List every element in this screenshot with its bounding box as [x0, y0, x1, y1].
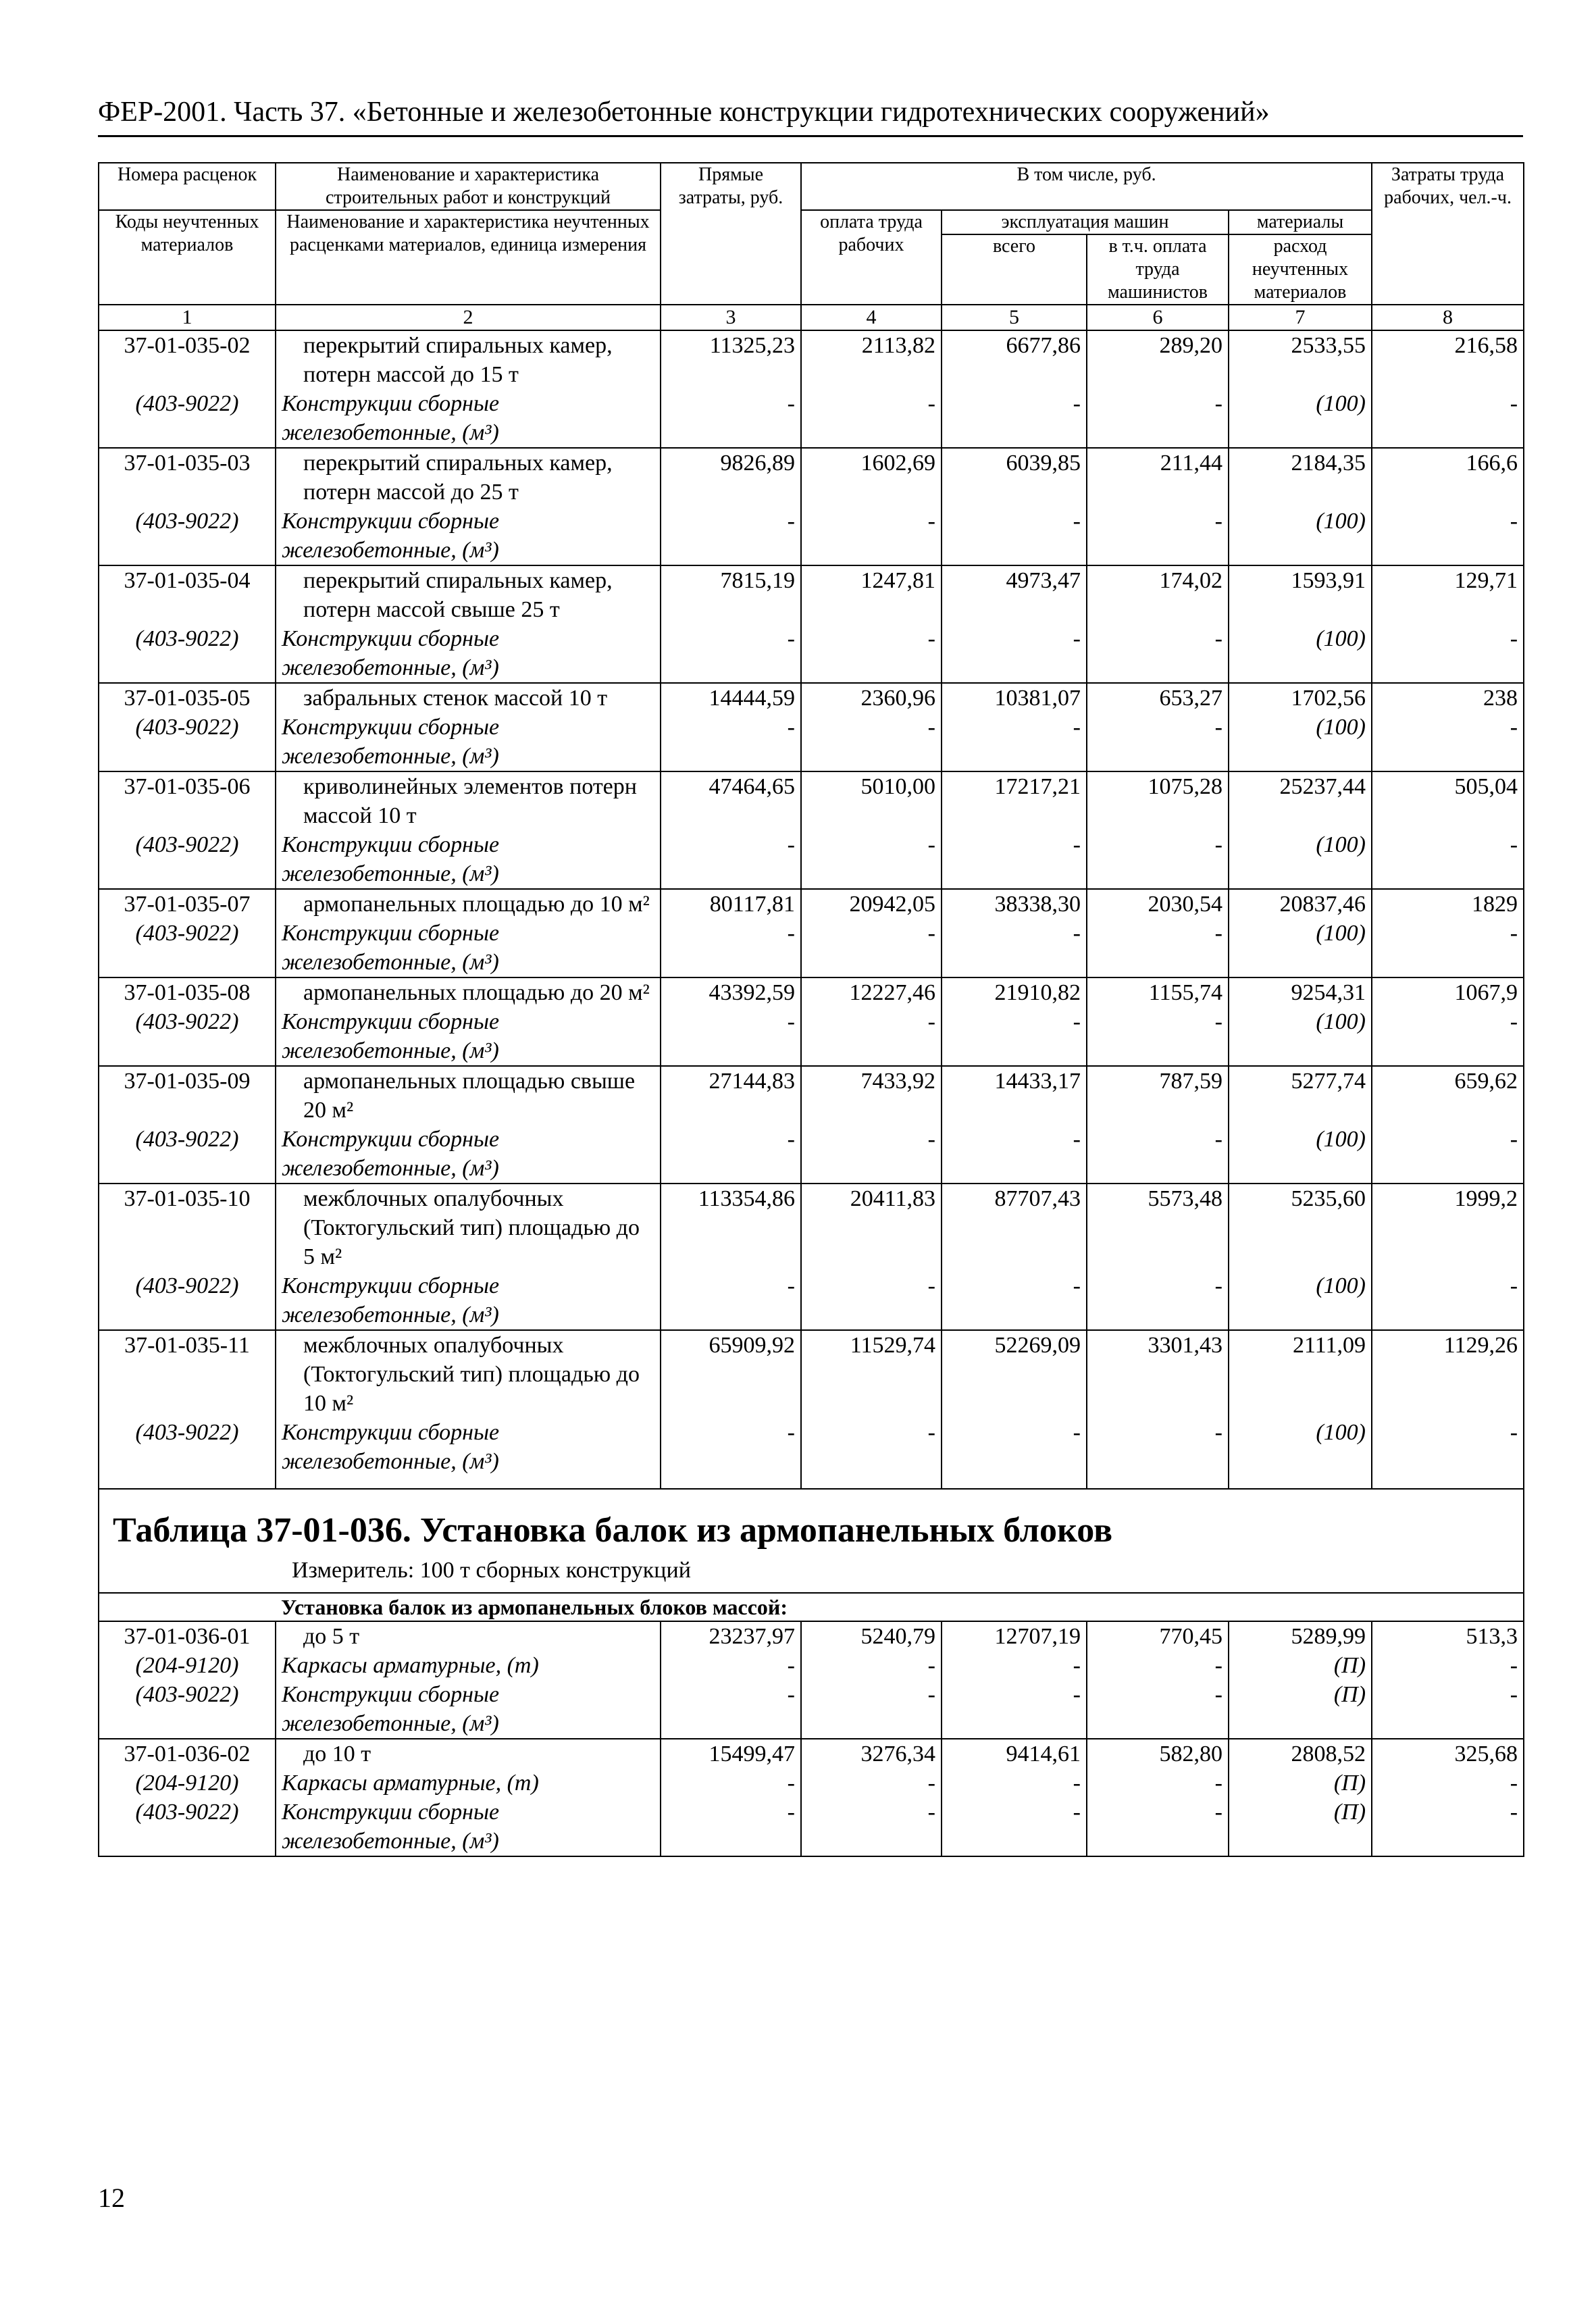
- material-name: Конструкции сборные железобетонные, (м³): [276, 1418, 661, 1476]
- rate-name: армопанельных площадью до 20 м²: [276, 977, 661, 1007]
- rate-value: 1247,81: [801, 565, 942, 624]
- rate-name: до 10 т: [276, 1739, 661, 1769]
- material-name: Конструкции сборные железобетонные, (м³): [276, 1271, 661, 1330]
- table-row: [99, 977, 1524, 1007]
- material-dash: -: [1087, 1271, 1229, 1330]
- rate-value: 1075,28: [1087, 771, 1229, 830]
- material-dash: -: [1372, 713, 1524, 771]
- spacer-cell: [276, 1476, 661, 1489]
- material-code: (403-9022): [99, 1798, 276, 1856]
- rate-value: 14433,17: [942, 1066, 1087, 1125]
- section-meter: Измеритель: 100 т сборных конструкций: [292, 1558, 691, 1583]
- material-dash: -: [942, 1271, 1087, 1330]
- rate-name: до 5 т: [276, 1621, 661, 1651]
- rate-value: 20942,05: [801, 889, 942, 919]
- rate-value: 3301,43: [1087, 1330, 1229, 1418]
- rate-value: 11325,23: [661, 330, 801, 389]
- material-name: Конструкции сборные железобетонные, (м³): [276, 507, 661, 565]
- rate-value: 25237,44: [1229, 771, 1372, 830]
- rate-value: 653,27: [1087, 683, 1229, 713]
- material-dash: -: [1372, 507, 1524, 565]
- material-dash: -: [661, 1769, 801, 1798]
- material-dash: -: [1087, 919, 1229, 977]
- material-name: Конструкции сборные железобетонные, (м³): [276, 389, 661, 448]
- col-number: 1: [99, 305, 276, 330]
- rate-value: 1067,9: [1372, 977, 1524, 1007]
- material-row: [99, 1769, 1524, 1798]
- rate-value: 14444,59: [661, 683, 801, 713]
- material-dash: -: [942, 624, 1087, 683]
- section-title: Таблица 37-01-036. Установка балок из армопанельных блоков: [113, 1511, 1113, 1550]
- material-dash: -: [1087, 1125, 1229, 1184]
- material-quantity: (100): [1229, 1125, 1372, 1184]
- table-body-035: [99, 330, 1524, 1489]
- rate-value: 4973,47: [942, 565, 1087, 624]
- material-row: [99, 1007, 1524, 1066]
- rate-code: 37-01-035-06: [99, 771, 276, 830]
- material-row: [99, 1418, 1524, 1476]
- rate-value: 289,20: [1087, 330, 1229, 389]
- material-dash: -: [801, 919, 942, 977]
- material-quantity: (100): [1229, 624, 1372, 683]
- col-number: 6: [1087, 305, 1229, 330]
- material-code: (403-9022): [99, 919, 276, 977]
- col-number: 4: [801, 305, 942, 330]
- material-quantity: (100): [1229, 507, 1372, 565]
- rate-value: 11529,74: [801, 1330, 942, 1418]
- material-name: Каркасы арматурные, (т): [276, 1769, 661, 1798]
- hdr-worker-pay: оплата труда рабочих: [801, 210, 942, 305]
- rate-value: 505,04: [1372, 771, 1524, 830]
- rate-value: 2113,82: [801, 330, 942, 389]
- spacer-cell: [661, 1476, 801, 1489]
- rate-value: 582,80: [1087, 1739, 1229, 1769]
- material-dash: -: [661, 830, 801, 889]
- rate-value: 7815,19: [661, 565, 801, 624]
- table-row: [99, 1621, 1524, 1651]
- material-dash: -: [942, 389, 1087, 448]
- rate-value: 211,44: [1087, 448, 1229, 507]
- material-code: (403-9022): [99, 389, 276, 448]
- material-dash: -: [1087, 713, 1229, 771]
- material-name: Каркасы арматурные, (т): [276, 1651, 661, 1680]
- table-row: [99, 683, 1524, 713]
- spacer-row: [99, 1476, 1524, 1489]
- rate-value: 5289,99: [1229, 1621, 1372, 1651]
- material-dash: -: [1087, 1418, 1229, 1476]
- material-code: (403-9022): [99, 830, 276, 889]
- material-quantity: (П): [1229, 1798, 1372, 1856]
- rate-value: 12227,46: [801, 977, 942, 1007]
- col-number: 3: [661, 305, 801, 330]
- material-dash: -: [1087, 1680, 1229, 1739]
- material-quantity: (100): [1229, 389, 1372, 448]
- material-dash: -: [801, 1651, 942, 1680]
- rate-value: 787,59: [1087, 1066, 1229, 1125]
- material-row: [99, 1798, 1524, 1856]
- material-dash: -: [1372, 830, 1524, 889]
- material-dash: -: [661, 1680, 801, 1739]
- material-dash: -: [942, 1007, 1087, 1066]
- rate-value: 659,62: [1372, 1066, 1524, 1125]
- rate-code: 37-01-035-11: [99, 1330, 276, 1418]
- material-name: Конструкции сборные железобетонные, (м³): [276, 919, 661, 977]
- rate-name: перекрытий спиральных камер, потерн массой свыше 25 т: [276, 565, 661, 624]
- material-dash: -: [1087, 624, 1229, 683]
- material-code: (204-9120): [99, 1651, 276, 1680]
- spacer-cell: [801, 1476, 942, 1489]
- material-dash: -: [801, 1418, 942, 1476]
- hdr-machines-total: всего: [942, 234, 1087, 305]
- rate-value: 513,3: [1372, 1621, 1524, 1651]
- rate-code: 37-01-035-07: [99, 889, 276, 919]
- rate-code: 37-01-035-03: [99, 448, 276, 507]
- material-dash: -: [661, 1798, 801, 1856]
- material-dash: -: [1087, 1798, 1229, 1856]
- material-quantity: (100): [1229, 830, 1372, 889]
- material-code: (403-9022): [99, 1271, 276, 1330]
- rate-value: 27144,83: [661, 1066, 801, 1125]
- material-dash: -: [661, 713, 801, 771]
- rate-name: перекрытий спиральных камер, потерн массой до 25 т: [276, 448, 661, 507]
- material-dash: -: [1087, 1007, 1229, 1066]
- material-dash: -: [801, 389, 942, 448]
- table-row: [99, 771, 1524, 830]
- material-dash: -: [1087, 389, 1229, 448]
- material-row: [99, 1680, 1524, 1739]
- spacer-cell: [99, 1476, 276, 1489]
- rate-value: 129,71: [1372, 565, 1524, 624]
- header-rule: [98, 135, 1523, 137]
- rate-value: 23237,97: [661, 1621, 801, 1651]
- material-row: [99, 1125, 1524, 1184]
- rate-value: 9826,89: [661, 448, 801, 507]
- hdr-machinist-pay: в т.ч. оплата труда машинистов: [1087, 234, 1229, 305]
- rate-value: 21910,82: [942, 977, 1087, 1007]
- rate-name: армопанельных площадью до 10 м²: [276, 889, 661, 919]
- material-code: (403-9022): [99, 1418, 276, 1476]
- rate-value: 1602,69: [801, 448, 942, 507]
- material-dash: -: [661, 919, 801, 977]
- rate-value: 7433,92: [801, 1066, 942, 1125]
- rate-value: 15499,47: [661, 1739, 801, 1769]
- material-dash: -: [1372, 1651, 1524, 1680]
- rate-name: армопанельных площадью свыше 20 м²: [276, 1066, 661, 1125]
- table-row: [99, 330, 1524, 389]
- material-dash: -: [801, 1680, 942, 1739]
- rate-code: 37-01-035-05: [99, 683, 276, 713]
- rate-code: 37-01-035-10: [99, 1184, 276, 1271]
- material-dash: -: [1372, 1769, 1524, 1798]
- material-quantity: (100): [1229, 1418, 1372, 1476]
- rate-value: 5240,79: [801, 1621, 942, 1651]
- material-row: [99, 713, 1524, 771]
- hdr-materials: материалы: [1229, 210, 1372, 234]
- rate-value: 1155,74: [1087, 977, 1229, 1007]
- rate-code: 37-01-035-09: [99, 1066, 276, 1125]
- material-name: Конструкции сборные железобетонные, (м³): [276, 1798, 661, 1856]
- material-dash: -: [661, 507, 801, 565]
- material-dash: -: [801, 1007, 942, 1066]
- material-dash: -: [1087, 1769, 1229, 1798]
- rate-value: 770,45: [1087, 1621, 1229, 1651]
- rate-name: межблочных опалубочных (Токтогульский тип) площадью до 5 м²: [276, 1184, 661, 1271]
- material-name: Конструкции сборные железобетонные, (м³): [276, 624, 661, 683]
- section-title-cell: [99, 1489, 1524, 1593]
- material-name: Конструкции сборные железобетонные, (м³): [276, 830, 661, 889]
- rate-value: 47464,65: [661, 771, 801, 830]
- hdr-including: В том числе, руб.: [801, 163, 1372, 210]
- material-name: Конструкции сборные железобетонные, (м³): [276, 1680, 661, 1739]
- material-row: [99, 830, 1524, 889]
- material-dash: -: [942, 713, 1087, 771]
- material-dash: -: [942, 1769, 1087, 1798]
- material-dash: -: [1372, 1680, 1524, 1739]
- material-quantity: (П): [1229, 1769, 1372, 1798]
- rate-value: 2111,09: [1229, 1330, 1372, 1418]
- material-dash: -: [1087, 1651, 1229, 1680]
- material-dash: -: [1372, 1007, 1524, 1066]
- page-header: ФЕР-2001. Часть 37. «Бетонные и железобетонные конструкции гидротехнических сооружений»: [98, 97, 1270, 128]
- material-quantity: (100): [1229, 1007, 1372, 1066]
- rate-value: 17217,21: [942, 771, 1087, 830]
- rate-value: 20411,83: [801, 1184, 942, 1271]
- rate-value: 2360,96: [801, 683, 942, 713]
- spacer-cell: [942, 1476, 1087, 1489]
- material-dash: -: [942, 1798, 1087, 1856]
- material-dash: -: [801, 507, 942, 565]
- spacer-cell: [1229, 1476, 1372, 1489]
- rate-value: 2030,54: [1087, 889, 1229, 919]
- material-dash: -: [801, 1798, 942, 1856]
- material-row: [99, 919, 1524, 977]
- material-dash: -: [1372, 1125, 1524, 1184]
- col-number: 5: [942, 305, 1087, 330]
- material-code: (403-9022): [99, 624, 276, 683]
- rate-name: криволинейных элементов потерн массой 10 т: [276, 771, 661, 830]
- hdr-material-name: Наименование и характеристика неучтенных расценками материалов, единица измерения: [276, 210, 661, 305]
- rate-value: 1999,2: [1372, 1184, 1524, 1271]
- rate-value: 5573,48: [1087, 1184, 1229, 1271]
- rate-value: 113354,86: [661, 1184, 801, 1271]
- material-dash: -: [661, 1418, 801, 1476]
- material-code: (403-9022): [99, 1007, 276, 1066]
- material-dash: -: [942, 507, 1087, 565]
- table-row: [99, 565, 1524, 624]
- table-row: [99, 1066, 1524, 1125]
- rate-value: 6677,86: [942, 330, 1087, 389]
- rate-value: 12707,19: [942, 1621, 1087, 1651]
- rate-value: 2184,35: [1229, 448, 1372, 507]
- material-row: [99, 624, 1524, 683]
- rate-value: 38338,30: [942, 889, 1087, 919]
- rate-value: 166,6: [1372, 448, 1524, 507]
- rate-value: 5010,00: [801, 771, 942, 830]
- hdr-direct-costs: Прямые затраты, руб.: [661, 163, 801, 305]
- material-name: Конструкции сборные железобетонные, (м³): [276, 713, 661, 771]
- material-dash: -: [801, 1125, 942, 1184]
- rate-code: 37-01-035-04: [99, 565, 276, 624]
- material-dash: -: [801, 1769, 942, 1798]
- material-dash: -: [1372, 1798, 1524, 1856]
- material-dash: -: [942, 1125, 1087, 1184]
- material-code: (403-9022): [99, 1125, 276, 1184]
- table-row: [99, 1184, 1524, 1271]
- rate-name: межблочных опалубочных (Токтогульский тип) площадью до 10 м²: [276, 1330, 661, 1418]
- section-subhead: Установка балок из армопанельных блоков массой:: [276, 1593, 1524, 1621]
- rate-value: 1129,26: [1372, 1330, 1524, 1418]
- material-code: (403-9022): [99, 507, 276, 565]
- col-number: 8: [1372, 305, 1524, 330]
- material-quantity: (100): [1229, 919, 1372, 977]
- material-dash: -: [942, 1680, 1087, 1739]
- rate-name: забральных стенок массой 10 т: [276, 683, 661, 713]
- material-dash: -: [942, 919, 1087, 977]
- material-dash: -: [1372, 389, 1524, 448]
- material-quantity: (100): [1229, 713, 1372, 771]
- rate-value: 2808,52: [1229, 1739, 1372, 1769]
- rate-value: 2533,55: [1229, 330, 1372, 389]
- material-row: [99, 1271, 1524, 1330]
- spacer-cell: [1087, 1476, 1229, 1489]
- rate-value: 65909,92: [661, 1330, 801, 1418]
- material-dash: -: [661, 1271, 801, 1330]
- rate-value: 5277,74: [1229, 1066, 1372, 1125]
- page-number: 12: [98, 2183, 125, 2213]
- rates-table: [98, 162, 1524, 1857]
- material-dash: -: [942, 830, 1087, 889]
- col-number: 2: [276, 305, 661, 330]
- rate-code: 37-01-036-01: [99, 1621, 276, 1651]
- material-name: Конструкции сборные железобетонные, (м³): [276, 1007, 661, 1066]
- material-dash: -: [1372, 919, 1524, 977]
- table-row: [99, 448, 1524, 507]
- rate-value: 10381,07: [942, 683, 1087, 713]
- table-row: [99, 1330, 1524, 1418]
- material-dash: -: [661, 1651, 801, 1680]
- table-body-036: [99, 1621, 1524, 1856]
- material-dash: -: [1372, 1271, 1524, 1330]
- rate-value: 1593,91: [1229, 565, 1372, 624]
- material-dash: -: [661, 1007, 801, 1066]
- hdr-material-codes: Коды неучтенных материалов: [99, 210, 276, 305]
- rate-value: 6039,85: [942, 448, 1087, 507]
- material-row: [99, 507, 1524, 565]
- rate-value: 216,58: [1372, 330, 1524, 389]
- section-036-title: [99, 1489, 1524, 1621]
- material-dash: -: [661, 389, 801, 448]
- rate-value: 1829: [1372, 889, 1524, 919]
- material-dash: -: [801, 624, 942, 683]
- rate-value: 3276,34: [801, 1739, 942, 1769]
- spacer-cell: [1372, 1476, 1524, 1489]
- material-quantity: (П): [1229, 1651, 1372, 1680]
- rate-code: 37-01-036-02: [99, 1739, 276, 1769]
- rate-value: 238: [1372, 683, 1524, 713]
- col-number: 7: [1229, 305, 1372, 330]
- rate-value: 5235,60: [1229, 1184, 1372, 1271]
- rate-value: 9414,61: [942, 1739, 1087, 1769]
- rate-code: 37-01-035-08: [99, 977, 276, 1007]
- material-name: Конструкции сборные железобетонные, (м³): [276, 1125, 661, 1184]
- rate-value: 87707,43: [942, 1184, 1087, 1271]
- material-code: (403-9022): [99, 713, 276, 771]
- hdr-rate-numbers: Номера расценок: [99, 163, 276, 210]
- material-row: [99, 1651, 1524, 1680]
- material-dash: -: [1372, 624, 1524, 683]
- rate-code: 37-01-035-02: [99, 330, 276, 389]
- material-dash: -: [801, 713, 942, 771]
- material-dash: -: [801, 830, 942, 889]
- rate-value: 20837,46: [1229, 889, 1372, 919]
- material-quantity: (100): [1229, 1271, 1372, 1330]
- hdr-labor-costs: Затраты труда рабочих, чел.-ч.: [1372, 163, 1524, 305]
- rate-value: 9254,31: [1229, 977, 1372, 1007]
- hdr-work-name: Наименование и характеристика строительных работ и конструкций: [276, 163, 661, 210]
- hdr-machine-operation: эксплуатация машин: [942, 210, 1229, 234]
- material-dash: -: [1372, 1418, 1524, 1476]
- material-quantity: (П): [1229, 1680, 1372, 1739]
- rate-value: 174,02: [1087, 565, 1229, 624]
- material-code: (403-9022): [99, 1680, 276, 1739]
- material-dash: -: [942, 1651, 1087, 1680]
- material-dash: -: [661, 1125, 801, 1184]
- rate-value: 80117,81: [661, 889, 801, 919]
- rate-value: 325,68: [1372, 1739, 1524, 1769]
- material-dash: -: [942, 1418, 1087, 1476]
- material-dash: -: [1087, 507, 1229, 565]
- table-row: [99, 889, 1524, 919]
- material-dash: -: [661, 624, 801, 683]
- material-row: [99, 389, 1524, 448]
- material-dash: -: [1087, 830, 1229, 889]
- hdr-unaccounted-materials: расход неучтенных материалов: [1229, 234, 1372, 305]
- rate-value: 52269,09: [942, 1330, 1087, 1418]
- material-code: (204-9120): [99, 1769, 276, 1798]
- rate-value: 43392,59: [661, 977, 801, 1007]
- table-row: [99, 1739, 1524, 1769]
- rate-name: перекрытий спиральных камер, потерн массой до 15 т: [276, 330, 661, 389]
- rate-value: 1702,56: [1229, 683, 1372, 713]
- material-dash: -: [801, 1271, 942, 1330]
